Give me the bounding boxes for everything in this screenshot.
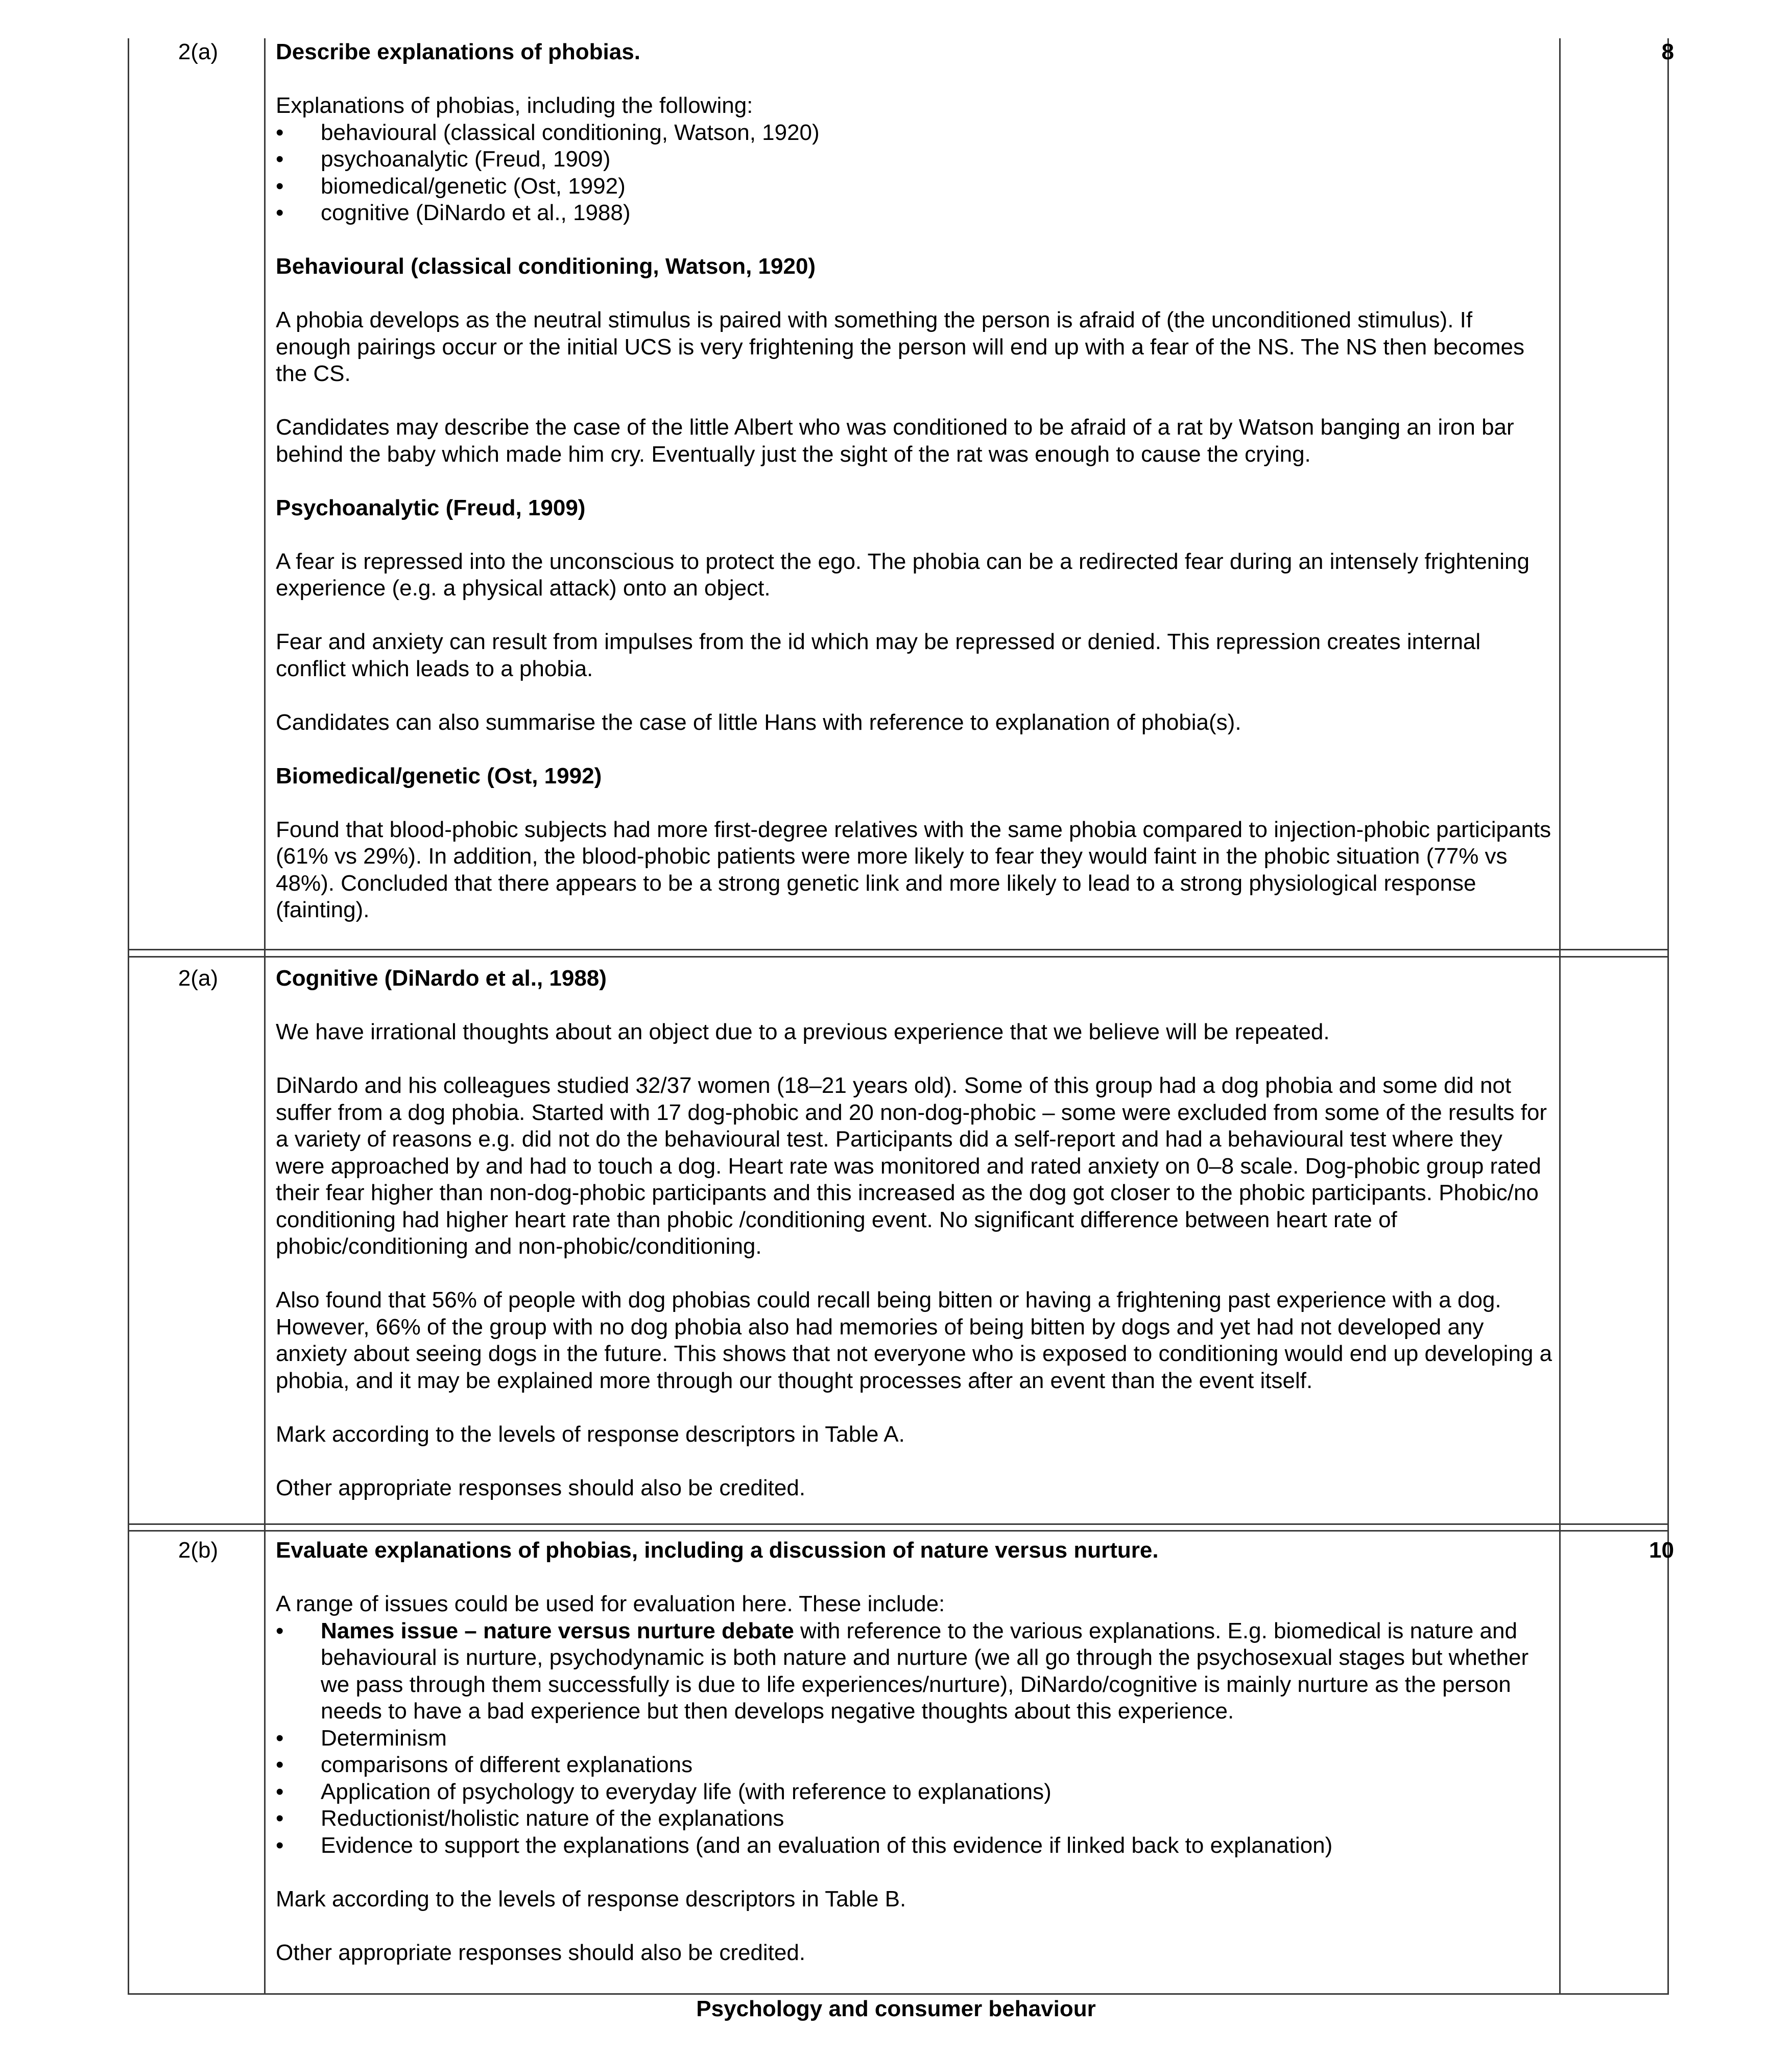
marking-note: Mark according to the levels of response descriptors in Table B. (276, 1886, 906, 1911)
list-item: • behavioural (classical conditioning, Watson, 1920) (276, 120, 820, 145)
question-number: 2(a) (178, 966, 219, 991)
answer-cell-2a-part2 (276, 965, 1552, 1501)
paragraph: We have irrational thoughts about an object due to a previous experience that we believe will be repeated. (276, 1019, 1330, 1044)
list-item: • cognitive (DiNardo et al., 1988) (276, 200, 631, 225)
answer-cell-2b (276, 1537, 1552, 1966)
evaluation-issues-list (276, 1618, 1552, 1859)
table-border-left (128, 38, 129, 1994)
page-footer-section-title: Psychology and consumer behaviour (696, 1996, 1096, 2021)
list-item: • Reductionist/holistic nature of the explanations (276, 1806, 784, 1831)
marks-value: 8 (1661, 39, 1674, 64)
marking-note: Mark according to the levels of response descriptors in Table A. (276, 1421, 905, 1447)
paragraph: DiNardo and his colleagues studied 32/37 women (18–21 years old). Some of this group had a dog phobia and some did not suffer from a dog phobia. Started with 17 dog-phobic and 20 non-dog-phobic – some were excluded from some of the results for a variety of reasons e.g. did not do the behavioural test. Participants did a self-report and had a behavioural test where they were approached by and had to touch a dog. Heart rate was monitored and rated anxiety on 0–8 scale. Dog-phobic group rated their fear higher than non-dog-phobic participants and this increased as the dog got closer to the phobic participants. Phobic/no conditioning had higher heart rate than phobic /conditioning event. No significant difference between heart rate of phobic/conditioning and non-phobic/conditioning. (276, 1073, 1547, 1259)
column-divider-question (264, 38, 266, 1994)
list-item: • Application of psychology to everyday life (with reference to explanations) (276, 1779, 1052, 1804)
marking-note: Other appropriate responses should also be credited. (276, 1475, 806, 1500)
list-item: • Evidence to support the explanations (and an evaluation of this evidence if linked back to explanation) (276, 1832, 1333, 1858)
section-heading: Psychoanalytic (Freud, 1909) (276, 495, 586, 520)
list-item: • comparisons of different explanations (276, 1752, 693, 1777)
paragraph: A fear is repressed into the unconscious to protect the ego. The phobia can be a redirected fear during an intensely frightening experience (e.g. a physical attack) onto an object. (276, 548, 1530, 601)
section-heading: Behavioural (classical conditioning, Watson, 1920) (276, 254, 816, 279)
list-item: • biomedical/genetic (Ost, 1992) (276, 173, 626, 199)
question-heading: Evaluate explanations of phobias, including a discussion of nature versus nurture. (276, 1538, 1159, 1563)
question-number: 2(b) (178, 1538, 219, 1563)
row-divider (128, 1523, 1669, 1525)
intro-text: Explanations of phobias, including the following: (276, 93, 753, 118)
question-number: 2(a) (178, 39, 219, 64)
question-heading: Describe explanations of phobias. (276, 39, 640, 64)
section-heading: Biomedical/genetic (Ost, 1992) (276, 763, 602, 788)
table-border-bottom (128, 1993, 1669, 1995)
column-divider-marks (1559, 38, 1561, 1994)
marks-value: 10 (1649, 1538, 1674, 1563)
list-item: • Determinism (276, 1725, 447, 1751)
table-border-right (1667, 38, 1669, 1994)
explanations-list (276, 120, 1552, 227)
list-item: • psychoanalytic (Freud, 1909) (276, 147, 611, 172)
row-divider (128, 1530, 1669, 1532)
marking-note: Other appropriate responses should also be credited. (276, 1940, 806, 1965)
paragraph: Found that blood-phobic subjects had more first-degree relatives with the same phobia compared to injection-phobic participants (61% vs 29%). In addition, the blood-phobic patients were more likely to fear they would faint in the phobic situation (77% vs 48%). Concluded that there appears to be a strong genetic link and more likely to lead to a strong physiological response (fainting). (276, 817, 1551, 922)
answer-cell-2a-part1 (276, 39, 1552, 924)
paragraph: Candidates can also summarise the case of little Hans with reference to explanation of phobia(s). (276, 709, 1241, 735)
section-heading: Cognitive (DiNardo et al., 1988) (276, 966, 607, 991)
paragraph: Also found that 56% of people with dog phobias could recall being bitten or having a frightening past experience with a dog. However, 66% of the group with no dog phobia also had memories of being bitten by dogs and yet had not developed any anxiety about seeing dogs in the future. This shows that not everyone who is exposed to conditioning would end up developing a phobia, and it may be explained more through our thought processes after an event than the event itself. (276, 1287, 1552, 1393)
list-item: • Names issue – nature versus nurture debate with reference to the various explanations. E.g. biomedical is nature and behavioural is nurture, psychodynamic is both nature and nurture (we all go through the psychosexual stages but whether we pass through them successfully is due to life experiences/nurture), DiNardo/cognitive is mainly nurture as the person needs to have a bad experience but then develops negative thoughts about this experience. (276, 1618, 1529, 1724)
paragraph: Candidates may describe the case of the little Albert who was conditioned to be afraid of a rat by Watson banging an iron bar behind the baby which made him cry. Eventually just the sight of the rat was enough to cause the crying. (276, 415, 1514, 467)
row-divider (128, 949, 1669, 950)
row-divider (128, 956, 1669, 958)
paragraph: A phobia develops as the neutral stimulus is paired with something the person is afraid of (the unconditioned stimulus). If enough pairings occur or the initial UCS is very frightening the person will end up with a fear of the NS. The NS then becomes the CS. (276, 307, 1524, 386)
paragraph: Fear and anxiety can result from impulses from the id which may be repressed or denied. This repression creates internal conflict which leads to a phobia. (276, 629, 1481, 681)
intro-text: A range of issues could be used for evaluation here. These include: (276, 1591, 945, 1616)
